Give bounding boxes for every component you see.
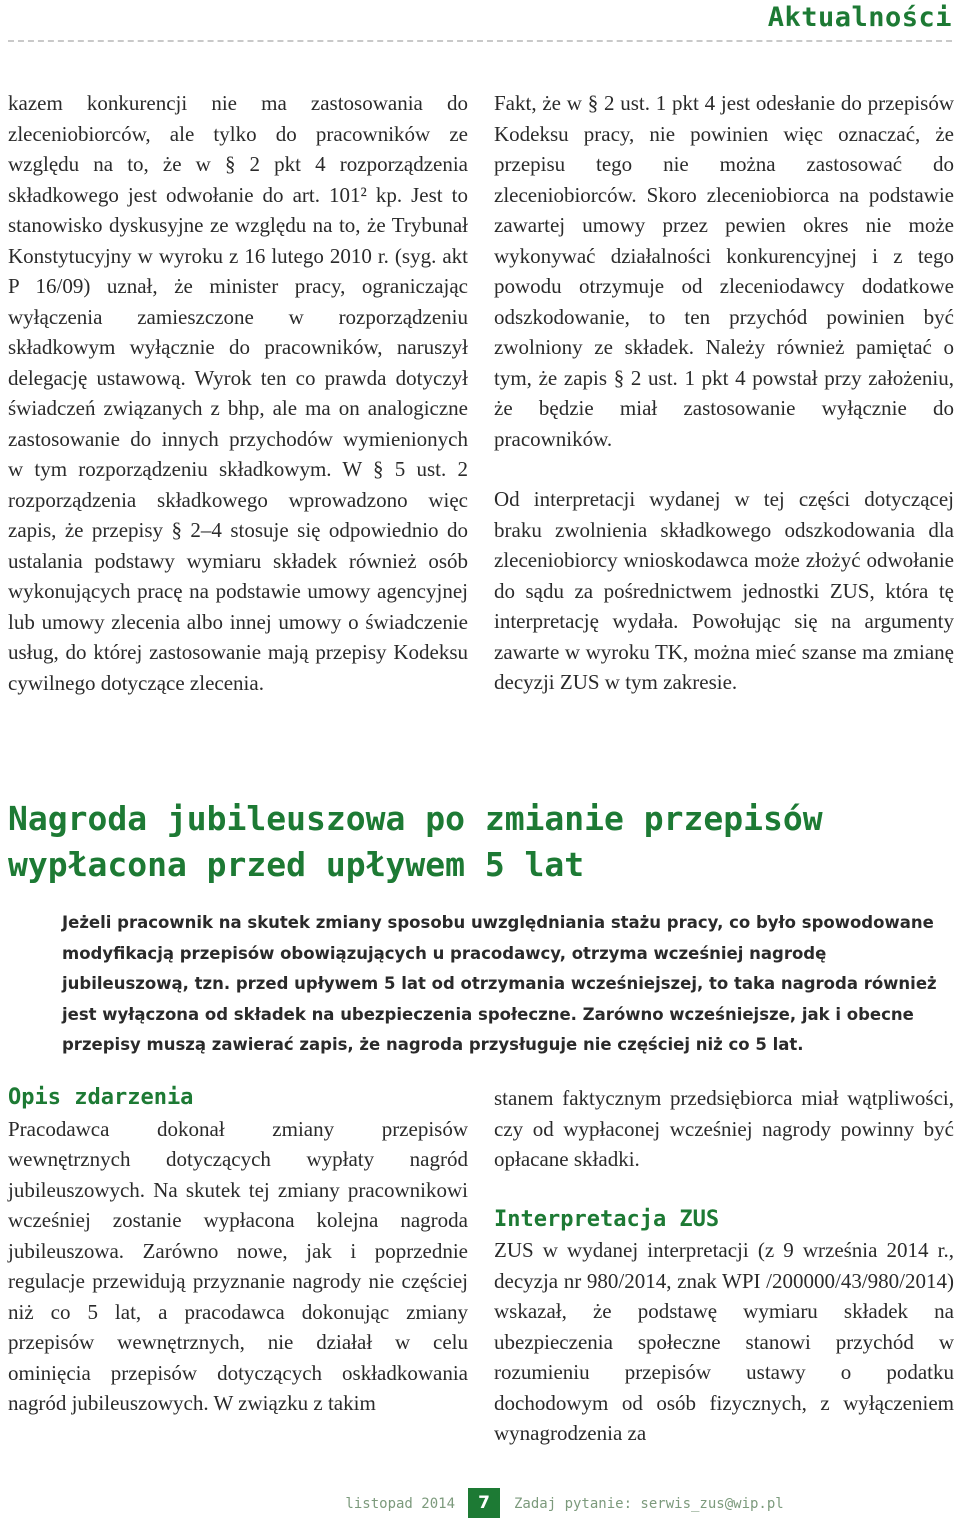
section-heading-interpretacja-zus: Interpretacja ZUS xyxy=(494,1206,720,1232)
page-number: 7 xyxy=(468,1488,500,1518)
article-lead: Jeżeli pracownik na skutek zmiany sposobu uwzględniania stażu pracy, co było spowodowane modyfikacją przepisów obowiązujących u pracodawcy, otrzyma wcześniej nagrodę jubileuszową, tzn. przed upływem 5 lat od otrzymania wcześniejszej, to taka nagroda również jest wyłączona od składek na ubezpieczenia społeczne. Zarówno wcześniejsze, jak i obecne przepisy muszą zawierać zapis, że nagroda przysługuje nie częściej niż co 5 lat. xyxy=(62,913,937,1054)
upper-right-paragraph-2: Od interpretacji wydanej w tej części dotyczącej braku zwolnienia składkowego odszkodowania dla zleceniobiorcy wnioskodawca może złożyć odwołanie do sądu za pośrednictwem jednostki ZUS, która tę interpretację wydała. Powołując się na argumenty zawarte w wyroku TK, można mieć szanse ma zmianę decyzji ZUS w tym zakresie. xyxy=(494,487,954,694)
lower-right-column xyxy=(494,1083,954,1449)
header-divider xyxy=(8,40,952,42)
lower-left-column xyxy=(8,1083,468,1419)
section-text-continued: stanem faktycznym przedsiębiorca miał wątpliwości, czy od wypłaconej wcześniej nagrody powinny być opłacane składki. xyxy=(494,1086,954,1171)
upper-right-column xyxy=(494,88,954,698)
section-text-opis-zdarzenia: Pracodawca dokonał zmiany przepisów wewnętrznych dotyczących wypłaty nagród jubileuszowych. Na skutek tej zmiany pracownikowi wcześniej zostanie wypłacona kolejna nagroda jubileuszowa. Zarówno nowe, jak i poprzednie regulacje przewidują przyznanie nagrody nie częściej niż co 5 lat, a pracodawca dokonując zmiany przepisów wewnętrznych, nie działał w celu ominięcia przepisów dotyczących oskładkowania nagród jubileuszowych. W związku z takim xyxy=(8,1116,468,1415)
section-text-interpretacja-zus: ZUS w wydanej interpretacji (z 9 września 2014 r., decyzja nr 980/2014, znak WPI /200000/43/980/2014) wskazał, że podstawę wymiaru składek na ubezpieczenia społeczne stanowi przychód w rozumieniu przepisów ustawy o podatku dochodowym od osób fizycznych, z wyłączeniem wynagrodzenia za xyxy=(494,1238,954,1445)
section-label: Aktualności xyxy=(767,2,952,33)
article-title: Nagroda jubileuszowa po zmianie przepisów wypłacona przed upływem 5 lat xyxy=(8,799,823,884)
upper-right-paragraph-1: Fakt, że w § 2 ust. 1 pkt 4 jest odesłanie do przepisów Kodeksu pracy, nie powinien więc oznaczać, że przepisu tego nie można zastosować do zleceniobiorców. Skoro zleceniobiorca na podstawie zawartej umowy przez pewien okres nie może wykonywać działalności konkurencyjnej i z tego powodu otrzymuje od zleceniodawcy dodatkowe odszkodowanie, to ten przychód powinien być zwolniony ze składek. Należy również pamiętać o tym, że zapis § 2 ust. 1 pkt 4 powstał przy założeniu, że będzie miał zastosowanie wyłącznie do pracowników. xyxy=(494,91,954,451)
page-footer xyxy=(0,1488,960,1518)
footer-date: listopad 2014 xyxy=(345,1496,455,1512)
section-heading-opis-zdarzenia: Opis zdarzenia xyxy=(8,1085,194,1110)
footer-contact: Zadaj pytanie: serwis_zus@wip.pl xyxy=(514,1496,784,1512)
upper-left-paragraph: kazem konkurencji nie ma zastosowania do zleceniobiorców, ale tylko do pracowników ze względu na to, że w § 2 pkt 4 rozporządzenia składkowego jest odwołanie do art. 101² kp. Jest to stanowisko dyskusyjne ze względu na to, że Trybunał Konstytucyjny w wyroku z 16 lutego 2010 r. (syg. akt P 16/09) uznał, że minister pracy, ograniczając wyłączenia zamieszczone w rozporządzeniu składkowym wyłącznie do pracowników, naruszył delegację ustawową. Wyrok ten co prawda dotyczył świadczeń związanych z bhp, ale ma on analogiczne zastosowanie do innych przychodów wymienionych w tym rozporządzeniu składkowym. W § 5 ust. 2 rozporządzenia składkowego wprowadzono więc zapis, że przepisy § 2–4 stosuje się odpowiednio do ustalania podstawy wymiaru składek również osób wykonujących pracę na podstawie umowy agencyjnej lub umowy zlecenia albo innej umowy o świadczenie usług, do której zastosowanie mają przepisy Kodeksu cywilnego dotyczące zlecenia. xyxy=(8,91,468,695)
upper-left-column xyxy=(8,88,468,698)
